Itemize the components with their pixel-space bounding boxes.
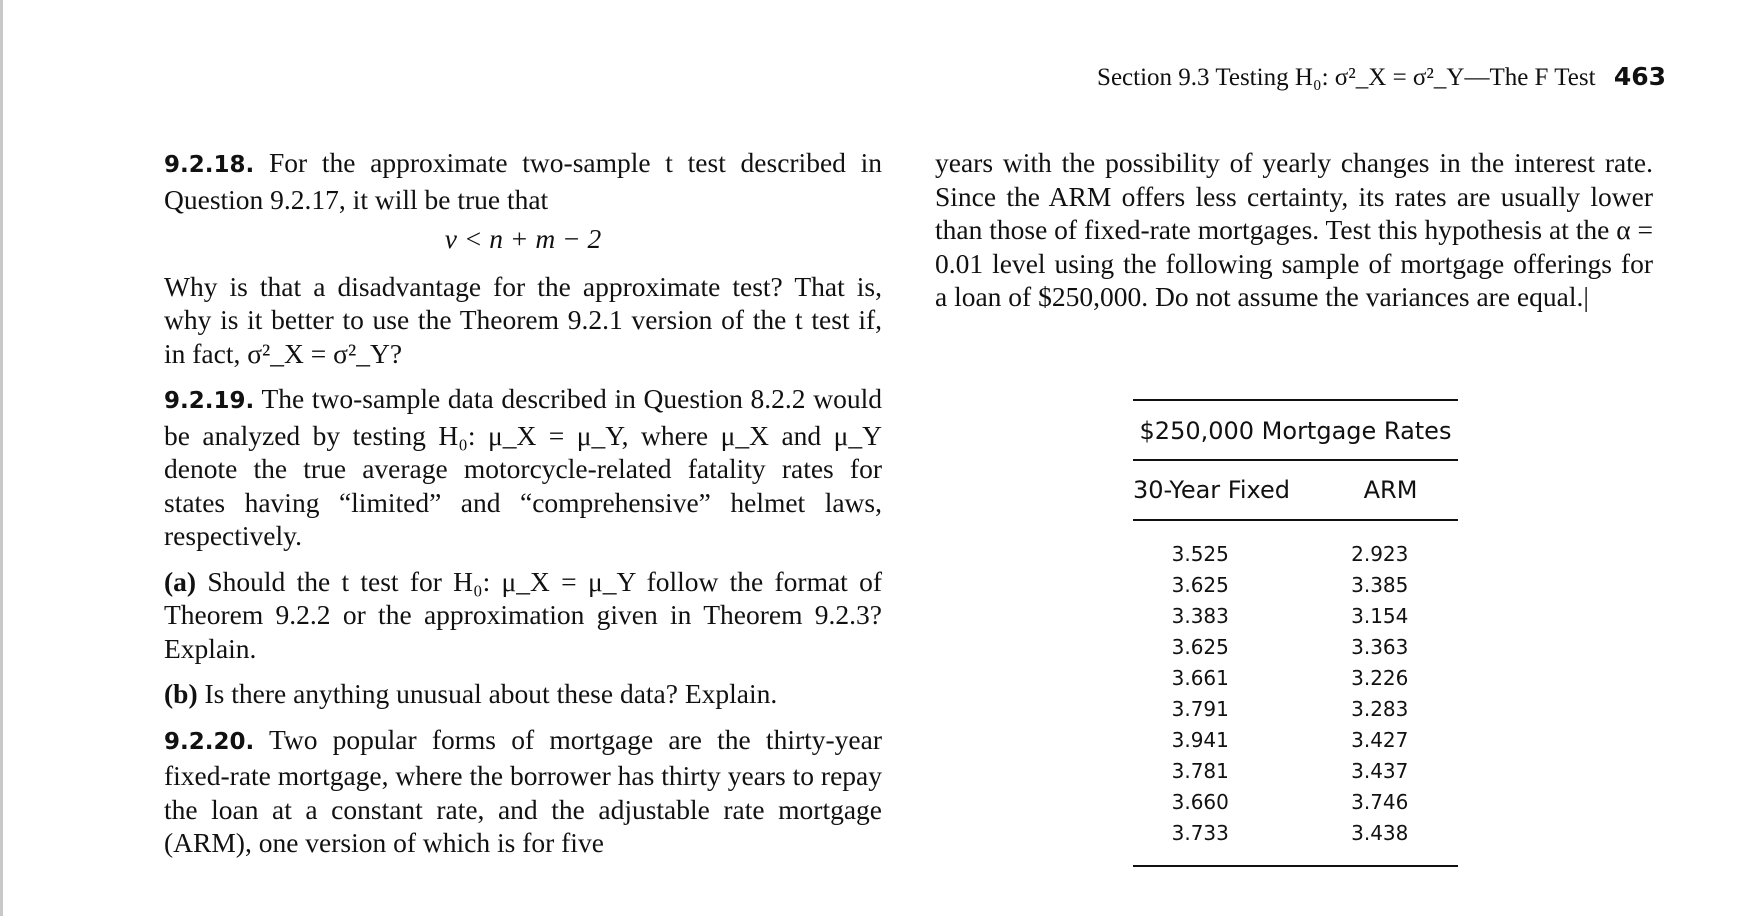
column-header: 30-Year Fixed xyxy=(1133,476,1290,504)
equation: v < n + m − 2 xyxy=(444,223,602,254)
problem-9-2-18-question: Why is that a disadvantage for the approximate test? That is, why is it better to use the Theorem 9.2.1 version of the t test if, in fact, σ²_X = σ²_Y? xyxy=(164,270,882,369)
table-cell: 3.746 xyxy=(1351,790,1409,814)
part-text: Is there anything unusual about these data? Explain. xyxy=(204,678,778,709)
section-title: Section 9.3 Testing H₀: σ²_X = σ²_Y—The F Test xyxy=(1097,64,1596,91)
problem-text: The two-sample data described in Question 8.2.2 would be analyzed by testing H₀: μ_X = μ_Y, where μ_X and μ_Y denote the true average motorcycle-related fatality rates for states having “limited” and “comprehensive” helmet laws, respectively. xyxy=(164,383,882,551)
table-cell: 3.283 xyxy=(1351,697,1409,721)
table-title: $250,000 Mortgage Rates xyxy=(1139,417,1452,445)
page-number: 463 xyxy=(1613,62,1666,91)
table-row xyxy=(1133,632,1458,663)
table-cell: 3.154 xyxy=(1351,604,1409,628)
table-rule xyxy=(1133,865,1458,867)
mortgage-rates-table xyxy=(1133,399,1458,867)
problem-number: 9.2.18. xyxy=(164,152,255,178)
table-row xyxy=(1133,787,1458,818)
left-column xyxy=(164,146,882,860)
part-text: Should the t test for H₀: μ_X = μ_Y follow the format of Theorem 9.2.2 or the approximation given in Theorem 9.2.3? Explain. xyxy=(164,565,883,664)
table-row xyxy=(1133,663,1458,694)
column-header: ARM xyxy=(1363,476,1418,504)
table-row xyxy=(1133,539,1458,570)
table-cell: 3.438 xyxy=(1351,821,1409,845)
problem-9-2-18-intro xyxy=(164,146,882,216)
table-cell: 3.661 xyxy=(1171,666,1229,690)
table-row xyxy=(1133,694,1458,725)
table-cell: 3.660 xyxy=(1171,790,1229,814)
table-row xyxy=(1133,570,1458,601)
table-row xyxy=(1133,601,1458,632)
table-cell: 3.437 xyxy=(1351,759,1409,783)
table-cell: 3.226 xyxy=(1351,666,1409,690)
part-label: (b) xyxy=(164,678,198,709)
table-cell: 2.923 xyxy=(1351,542,1409,566)
table-cell: 3.625 xyxy=(1171,635,1229,659)
table-row xyxy=(1133,818,1458,849)
table-cell: 3.941 xyxy=(1171,728,1229,752)
table-cell: 3.525 xyxy=(1171,542,1229,566)
table-row xyxy=(1133,725,1458,756)
running-header xyxy=(1097,62,1666,92)
table-cell: 3.733 xyxy=(1171,821,1229,845)
table-row xyxy=(1133,756,1458,787)
problem-9-2-20-continued: years with the possibility of yearly changes in the interest rate. Since the ARM offers less certainty, its rates are usually lower than those of fixed-rate mortgages. Test this hypothesis at the α = 0.01 level using the following sample of mortgage offerings for a loan of $250,000. Do not assume the variances are equal.| xyxy=(935,147,1653,312)
problem-9-2-20-start xyxy=(164,723,882,860)
problem-number: 9.2.19. xyxy=(164,388,255,414)
table-cell: 3.781 xyxy=(1171,759,1229,783)
table-cell: 3.625 xyxy=(1171,573,1229,597)
table-cell: 3.385 xyxy=(1351,573,1409,597)
table-header xyxy=(1133,461,1458,519)
table-cell: 3.427 xyxy=(1351,728,1409,752)
problem-number: 9.2.20. xyxy=(164,728,255,755)
part-label: (a) xyxy=(164,565,197,597)
problem-9-2-19-part-b xyxy=(164,677,882,711)
problem-text: For the approximate two-sample t test described in Question 9.2.17, it will be true that xyxy=(164,147,882,215)
table-cell: 3.791 xyxy=(1171,697,1229,721)
table-body xyxy=(1133,521,1458,865)
problem-9-2-19-part-a xyxy=(164,565,882,666)
problem-9-2-19 xyxy=(164,382,882,553)
right-column xyxy=(935,146,1653,314)
problem-text: Two popular forms of mortgage are the thirty-year fixed-rate mortgage, where the borrower has thirty years to repay the loan at a constant rate, and the adjustable rate mortgage (ARM), one version of which is for five xyxy=(164,723,882,858)
page-edge-rule xyxy=(0,0,3,916)
table-cell: 3.363 xyxy=(1351,635,1409,659)
table-cell: 3.383 xyxy=(1171,604,1229,628)
